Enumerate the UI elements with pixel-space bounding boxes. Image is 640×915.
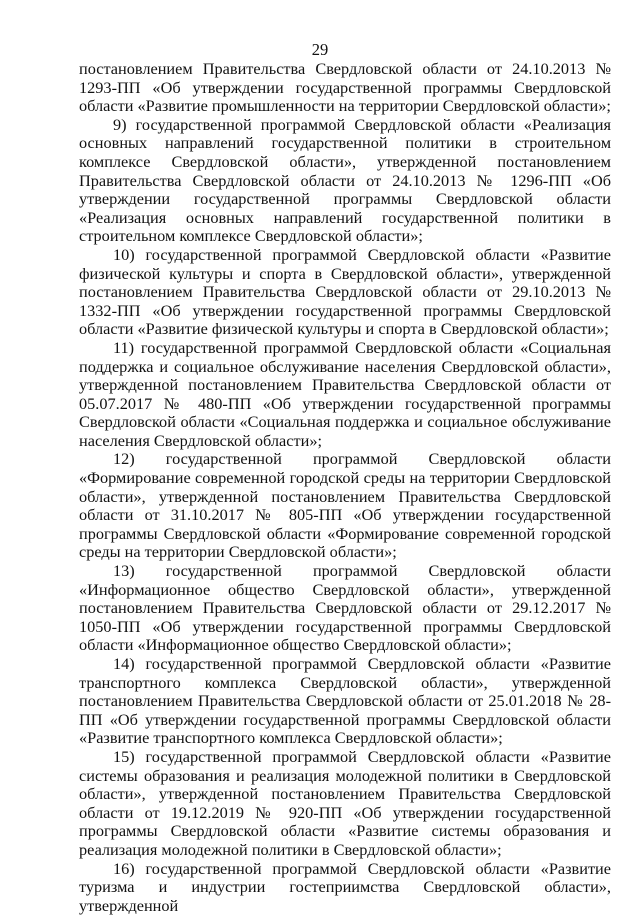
list-item-13: 13) государственной программой Свердловской области «Информационное общество Свердловской области», утвержденной постановлением Правительства Свердловской области от 29.12.2017 № 1050-ПП «Об утверждении государственной программы Свердловской области «Информационное общество Свердловской области»; (79, 561, 611, 655)
page-number: 29 (311, 40, 329, 59)
list-item-10: 10) государственной программой Свердловской области «Развитие физической культуры и спорта в Свердловской области», утвержденной постановлением Правительства Свердловской области от 29.10.2013 № 1332-ПП «Об утверждении государственной программы Свердловской области «Развитие физической культуры и спорта в Свердловской области»; (79, 244, 611, 339)
list-item-9: 9) государственной программой Свердловской области «Реализация основных направлений государственной политики в строительном комплексе Свердловской области», утвержденной постановлением Правительства Свердловской области от 24.10.2013 № 1296-ПП «Об утверждении государственной программы Свердловской области «Реализация основных направлений государственной политики в строительном комплексе Свердловской области»; (79, 114, 611, 246)
list-item-15: 15) государственной программой Свердловской области «Развитие системы образования и реализация молодежной политики в Свердловской области», утвержденной постановлением Правительства Свердловской области от 19.12.2019 № 920-ПП «Об утверждении государственной программы Свердловской области «Развитие системы образования и реализация молодежной политики в Свердловской области»; (79, 746, 611, 859)
list-item-12: 12) государственной программой Свердловской области «Формирование современной городской среды на территории Свердловской области», утвержденной постановлением Правительства Свердловской области от 31.10.2017 № 805-ПП «Об утверждении государственной программы Свердловской области «Формирование современной городской среды на территории Свердловской области»; (79, 449, 611, 562)
list-item-11: 11) государственной программой Свердловской области «Социальная поддержка и социальное обслуживание населения Свердловской области», утвержденной постановлением Правительства Свердловской области от 05.07.2017 № 480-ПП «Об утверждении государственной программы Свердловской области «Социальная поддержка и социальное обслуживание населения Свердловской области»; (79, 337, 611, 450)
paragraph-continued: постановлением Правительства Свердловской области от 24.10.2013 № 1293-ПП «Об утверждении государственной программы Свердловской области «Развитие промышленности на территории Свердловской области»; (79, 59, 611, 116)
list-item-16: 16) государственной программой Свердловской области «Развитие туризма и индустрии гостеприимства Свердловской области», утвержденной (79, 858, 611, 915)
document-body (79, 60, 611, 915)
list-item-14: 14) государственной программой Свердловской области «Развитие транспортного комплекса Свердловской области», утвержденной постановлением Правительства Свердловской области от 25.01.2018 № 28-ПП «Об утверждении государственной программы Свердловской области «Развитие транспортного комплекса Свердловской области»; (79, 654, 611, 748)
